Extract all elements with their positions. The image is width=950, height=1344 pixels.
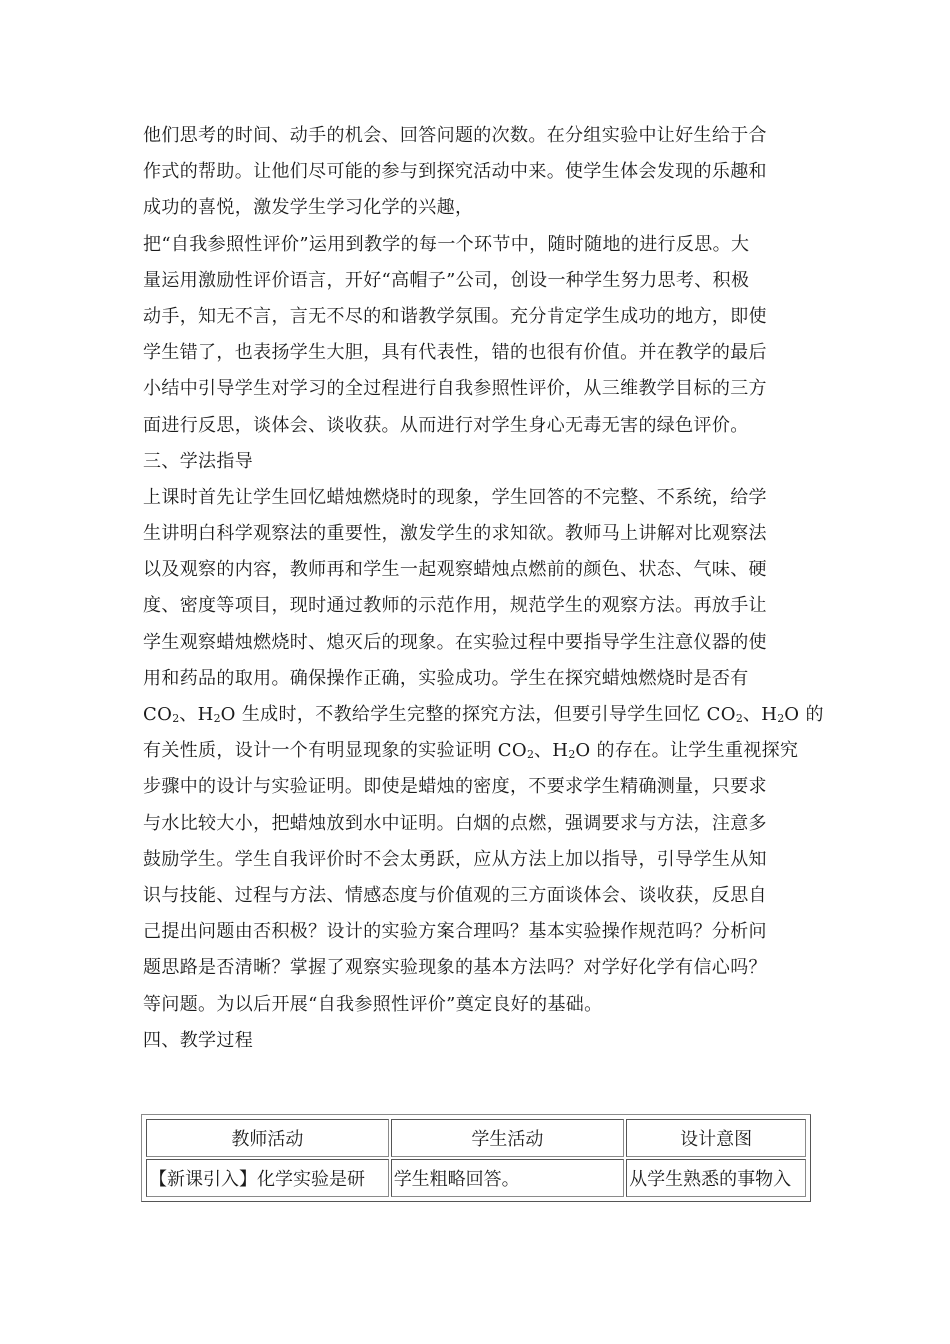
cell-student-activity: 学生粗略回答。 bbox=[391, 1159, 624, 1197]
table bbox=[144, 1117, 808, 1199]
header-teacher-activity: 教师活动 bbox=[146, 1119, 389, 1157]
cell-teacher-activity: 【新课引入】化学实验是研 bbox=[146, 1159, 389, 1197]
text-line: 识与技能、过程与方法、情感态度与价值观的三方面谈体会、谈收获，反思自 bbox=[143, 884, 767, 906]
text-line: 题思路是否清晰？掌握了观察实验现象的基本方法吗？对学好化学有信心吗？ bbox=[143, 957, 767, 979]
body-text bbox=[143, 118, 823, 1059]
text-line: 动手，知无不言，言无不尽的和谐教学氛围。充分肯定学生成功的地方，即使 bbox=[143, 305, 767, 327]
text-line: 步骤中的设计与实验证明。即使是蜡烛的密度，不要求学生精确测量，只要求 bbox=[143, 776, 767, 798]
teaching-process-table bbox=[141, 1114, 811, 1202]
text-line: 他们思考的时间、动手的机会、回答问题的次数。在分组实验中让好生给于合 bbox=[143, 125, 767, 146]
text-line: 等问题。为以后开展“自我参照性评价”奠定良好的基础。 bbox=[143, 993, 603, 1015]
formula-text-line: CO2、H2O 生成时，不教给学生完整的探究方法，但要引导学生回忆 CO2、H2O 的 bbox=[143, 704, 824, 725]
text-line: 面进行反思，谈体会、谈收获。从而进行对学生身心无毒无害的绿色评价。 bbox=[143, 414, 749, 436]
text-line: 成功的喜悦，激发学生学习化学的兴趣， bbox=[143, 197, 474, 219]
formula-text-line: 有关性质，设计一个有明显现象的实验证明 CO2、H2O 的存在。让学生重视探究 bbox=[143, 740, 799, 762]
text-line: 生讲明白科学观察法的重要性，激发学生的求知欲。教师马上讲解对比观察法 bbox=[143, 523, 767, 545]
text-line: 己提出问题由否积极？设计的实验方案合理吗？基本实验操作规范吗？分析问 bbox=[143, 921, 767, 943]
header-student-activity: 学生活动 bbox=[391, 1119, 624, 1157]
text-line: 用和药品的取用。确保操作正确，实验成功。学生在探究蜡烛燃烧时是否有 bbox=[143, 667, 749, 689]
header-design-intent: 设计意图 bbox=[626, 1119, 806, 1157]
text-line: 小结中引导学生对学习的全过程进行自我参照性评价，从三维教学目标的三方 bbox=[143, 378, 767, 400]
section-heading-teaching-process: 四、教学过程 bbox=[143, 1029, 254, 1051]
text-line: 鼓励学生。学生自我评价时不会太勇跃，应从方法上加以指导，引导学生从知 bbox=[143, 848, 767, 870]
text-line: 上课时首先让学生回忆蜡烛燃烧时的现象，学生回答的不完整、不系统，给学 bbox=[143, 486, 767, 508]
text-line: 学生观察蜡烛燃烧时、熄灭后的现象。在实验过程中要指导学生注意仪器的使 bbox=[143, 631, 767, 653]
table-row bbox=[146, 1159, 806, 1197]
text-line: 学生错了，也表扬学生大胆，具有代表性，错的也很有价值。并在教学的最后 bbox=[143, 342, 767, 364]
text-line: 量运用激励性评价语言，开好“高帽子”公司，创设一种学生努力思考、积极 bbox=[143, 269, 750, 291]
cell-design-intent: 从学生熟悉的事物入 bbox=[626, 1159, 806, 1197]
section-heading-study-method: 三、学法指导 bbox=[143, 450, 254, 472]
table-header-row bbox=[146, 1119, 806, 1157]
text-line: 作式的帮助。让他们尽可能的参与到探究活动中来。使学生体会发现的乐趣和 bbox=[143, 161, 767, 183]
text-line: 度、密度等项目，现时通过教师的示范作用，规范学生的观察方法。再放手让 bbox=[143, 595, 767, 617]
text-line: 以及观察的内容，教师再和学生一起观察蜡烛点燃前的颜色、状态、气味、硬 bbox=[143, 559, 767, 581]
text-line: 与水比较大小，把蜡烛放到水中证明。白烟的点燃，强调要求与方法，注意多 bbox=[143, 812, 767, 834]
text-line: 把“自我参照性评价”运用到教学的每一个环节中，随时随地的进行反思。大 bbox=[143, 233, 750, 255]
